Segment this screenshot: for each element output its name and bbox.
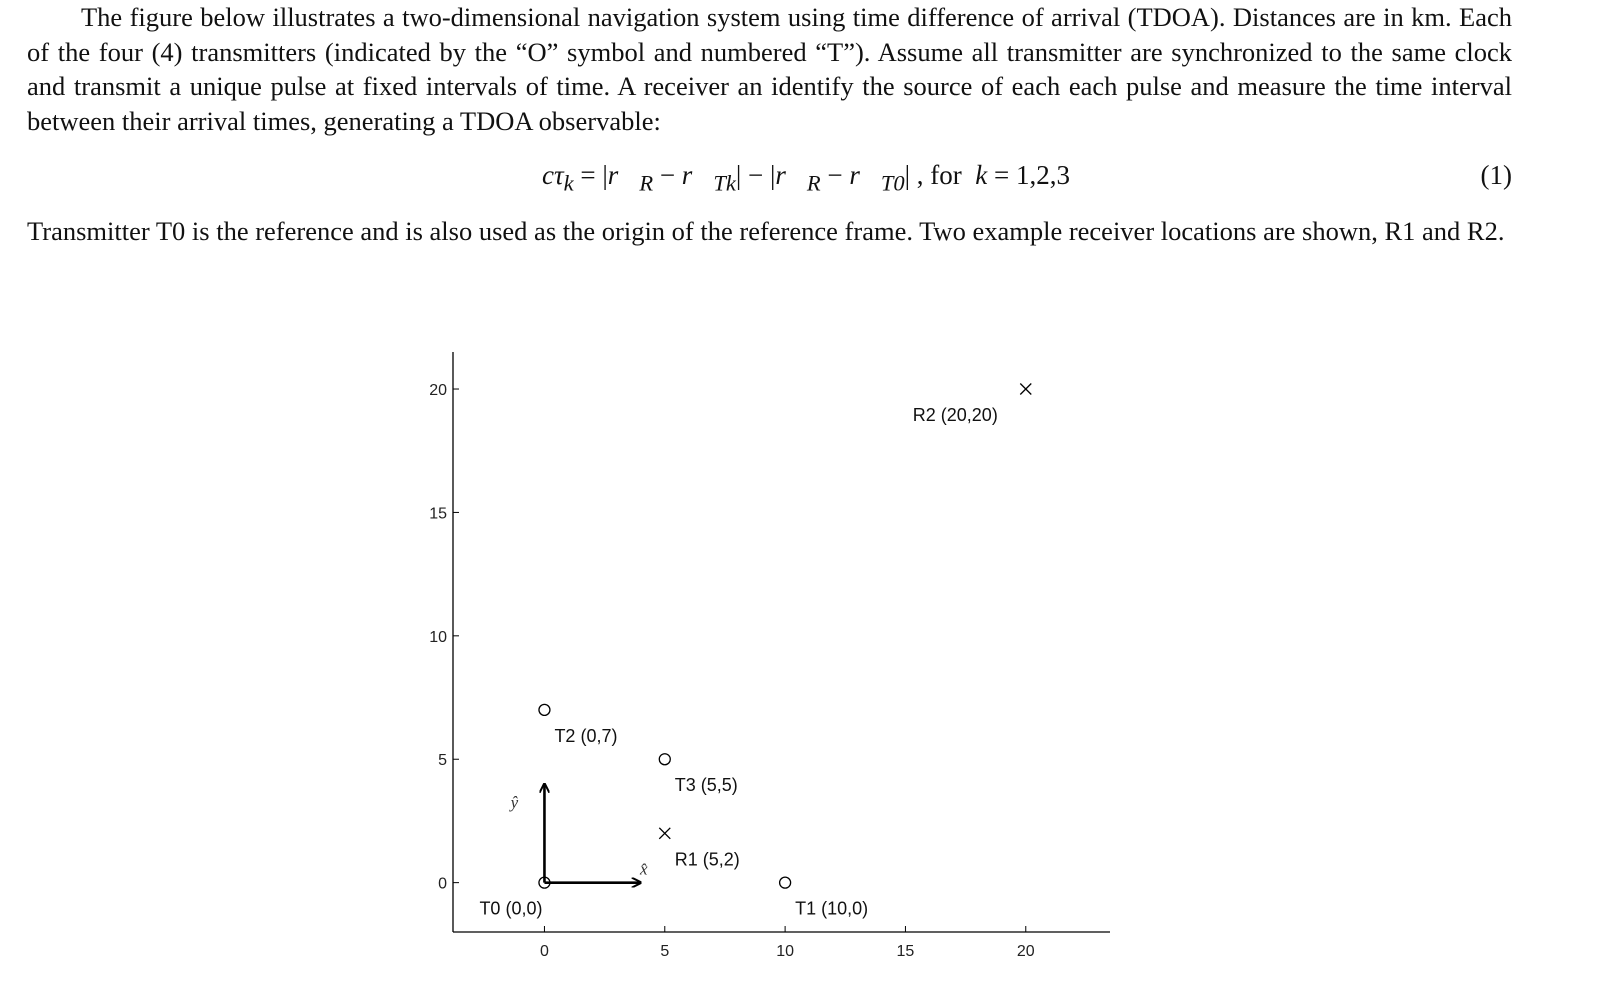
y-tick-label: 15 — [429, 505, 447, 523]
x-tick-label: 5 — [660, 943, 670, 960]
transmitter-label: T0 (0,0) — [479, 898, 543, 919]
intro-paragraph: The figure below illustrates a two-dimensional navigation system using time difference of arrival (TDOA). Distances are in km. Each of the four (4) transmitters (indicated by the “O” symbol and numbered “T”). Assume all transmitter are synchronized to the same clock and transmit a unique pulse at fixed intervals of time. A receiver an identify the source of each each pulse and measure the time interval between their arrival times, generating a TDOA observable: — [27, 2, 1512, 136]
reference-paragraph: Transmitter T0 is the reference and is also used as the origin of the reference frame. Two example receiver locations are shown, R1 and R2. — [27, 216, 1505, 246]
transmitter-label: T2 (0,7) — [554, 725, 618, 746]
y-tick-label: 5 — [438, 752, 447, 770]
tdoa-equation: $c\tau_k$ = $|r⃗_R$ − $r⃗_{Tk}|$ − $|r⃗_R$ − $r⃗_{T0}|$ , for k = 1,2,3 — [542, 160, 1070, 196]
x-tick-label: 10 — [776, 943, 795, 960]
x-tick-label: 15 — [896, 943, 915, 960]
y-tick-label: 10 — [429, 628, 447, 646]
axis-ticks — [429, 382, 1035, 960]
receiver-label: R1 (5,2) — [674, 849, 740, 870]
receiver-label: R2 (20,20) — [912, 405, 998, 426]
transmitter-label: T1 (10,0) — [795, 898, 869, 919]
data-marks — [479, 384, 1031, 919]
x-tick-label: 20 — [1016, 943, 1035, 960]
x-unit-vector-label: x̂ — [639, 859, 648, 879]
x-tick-label: 0 — [539, 943, 549, 960]
y-tick-label: 0 — [438, 875, 447, 893]
transmitter-marker — [780, 877, 791, 888]
transmitter-marker — [539, 704, 550, 715]
y-unit-vector-label: ŷ — [510, 792, 519, 812]
y-tick-label: 20 — [429, 382, 447, 400]
equation-number: (1) — [1480, 160, 1512, 190]
transmitter-marker — [659, 754, 670, 765]
transmitter-label: T3 (5,5) — [674, 775, 738, 796]
